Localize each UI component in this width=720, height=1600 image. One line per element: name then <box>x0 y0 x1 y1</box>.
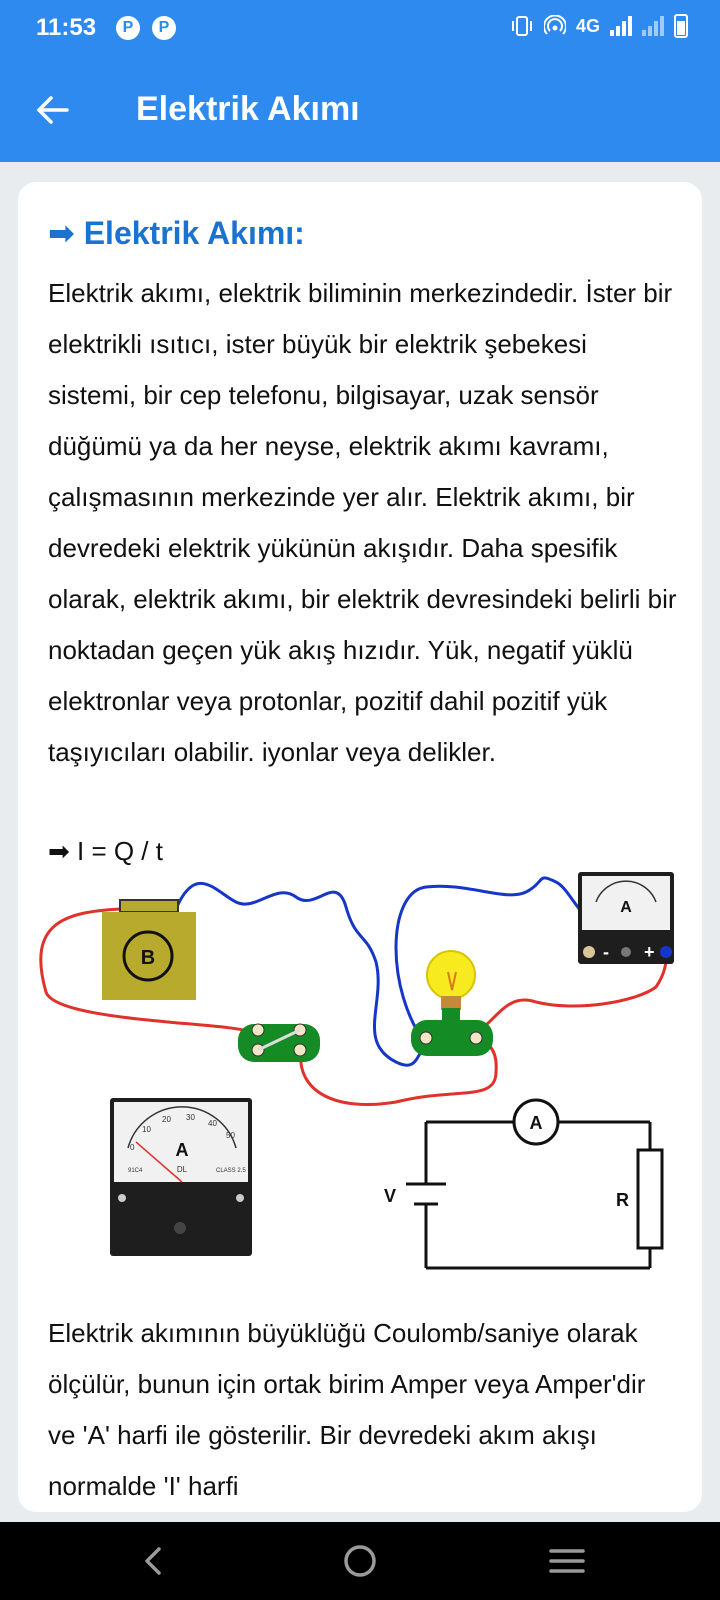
scale-label: 40 <box>208 1119 217 1128</box>
meter-knob <box>174 1222 186 1234</box>
system-nav-bar <box>0 1522 720 1600</box>
section-heading <box>48 214 305 252</box>
battery-charging-icon <box>674 14 688 38</box>
red-wire <box>476 956 666 1032</box>
meter-terminal-plus <box>660 946 672 958</box>
content-card <box>18 182 702 1512</box>
ammeter-small-label: A <box>620 899 632 916</box>
status-notification-icons <box>116 16 176 40</box>
scale-label: 30 <box>186 1113 195 1122</box>
page-title: Elektrik Akımı <box>136 90 360 128</box>
bulb-holder-top <box>442 1008 460 1024</box>
nav-menu-button[interactable] <box>542 1536 592 1586</box>
circuit-diagram <box>36 872 696 1297</box>
nav-home-icon <box>343 1544 377 1578</box>
circuit-schematic <box>384 1100 662 1268</box>
switch-terminal <box>294 1044 306 1056</box>
bulb-terminal <box>470 1032 482 1044</box>
switch-terminal <box>252 1024 264 1036</box>
signal-weak-icon <box>642 16 664 36</box>
nav-back-icon <box>141 1545 165 1577</box>
schematic-ammeter-label: A <box>529 1113 543 1133</box>
bulb-base <box>441 996 461 1010</box>
battery-terminal <box>120 900 178 912</box>
arrow-left-icon <box>35 95 69 125</box>
meter-class: CLASS 2.5 <box>216 1168 246 1174</box>
notification-p-icon: P <box>152 16 176 40</box>
meter-screw <box>118 1194 126 1202</box>
resistor <box>638 1150 662 1248</box>
scale-label: 20 <box>162 1115 171 1124</box>
meter-screw <box>236 1194 244 1202</box>
meter-terminal-minus <box>583 946 595 958</box>
paragraph-1: Elektrik akımı, elektrik biliminin merkezindedir. İster bir elektrikli ısıtıcı, ister büyük bir elektrik şebekesi sistemi, bir cep telefonu, bilgisayar, uzak sensör düğümü ya da her neyse, elektrik akımı kavramı, çalışmasının merkezinde yer alır. Elektrik akımı, bir devredeki elektrik yükünün akışıdır. Daha spesifik olarak, elektrik akımı, bir elektrik devresindeki belirli bir noktadan geçen yük akış hızıdır. Yük, negatif yüklü elektronlar veya protonlar, pozitif dahil pozitif yük taşıyıcıları olabilir. iyonlar veya delikler. <box>48 278 677 767</box>
right-arrow-icon: ➡ <box>48 215 75 251</box>
meter-minus-label: - <box>603 942 609 962</box>
bulb-terminal <box>420 1032 432 1044</box>
nav-home-button[interactable] <box>335 1536 385 1586</box>
signal-icon <box>610 16 632 36</box>
nav-menu-icon <box>549 1547 585 1575</box>
scale-label: 10 <box>142 1125 151 1134</box>
paragraph-2: Elektrik akımının büyüklüğü Coulomb/saniye olarak ölçülür, bunun için ortak birim Amper veya Amper'dir ve 'A' harfi ile gösterilir. Bir devredeki akım akışı normalde 'I' harfi <box>48 1318 646 1501</box>
meter-knob <box>621 947 631 957</box>
status-time: 11:53 <box>36 14 97 41</box>
status-system-icons <box>510 14 688 38</box>
schematic-voltage-label: V <box>384 1186 397 1206</box>
schematic-resistor-label: R <box>616 1190 629 1210</box>
ammeter-large-label: A <box>175 1140 189 1160</box>
section-heading-text: Elektrik Akımı: <box>83 215 305 251</box>
scale-label: 0 <box>130 1143 135 1152</box>
notification-p-icon: P <box>116 16 140 40</box>
hotspot-icon <box>544 15 566 37</box>
scale-label: 50 <box>226 1131 235 1140</box>
back-button[interactable] <box>30 88 74 132</box>
battery-label: B <box>140 947 156 969</box>
bulb-glass <box>427 951 475 999</box>
nav-back-button[interactable] <box>128 1536 178 1586</box>
switch <box>238 1024 320 1062</box>
meter-plus-label: + <box>644 942 655 962</box>
network-type: 4G <box>575 15 600 36</box>
status-bar <box>0 0 720 58</box>
app-bar <box>0 58 720 162</box>
vibrate-icon <box>510 15 534 37</box>
meter-brand: DL <box>176 1165 188 1174</box>
meter-model: 91C4 <box>128 1168 143 1174</box>
formula: ➡ I = Q / t <box>48 836 163 866</box>
